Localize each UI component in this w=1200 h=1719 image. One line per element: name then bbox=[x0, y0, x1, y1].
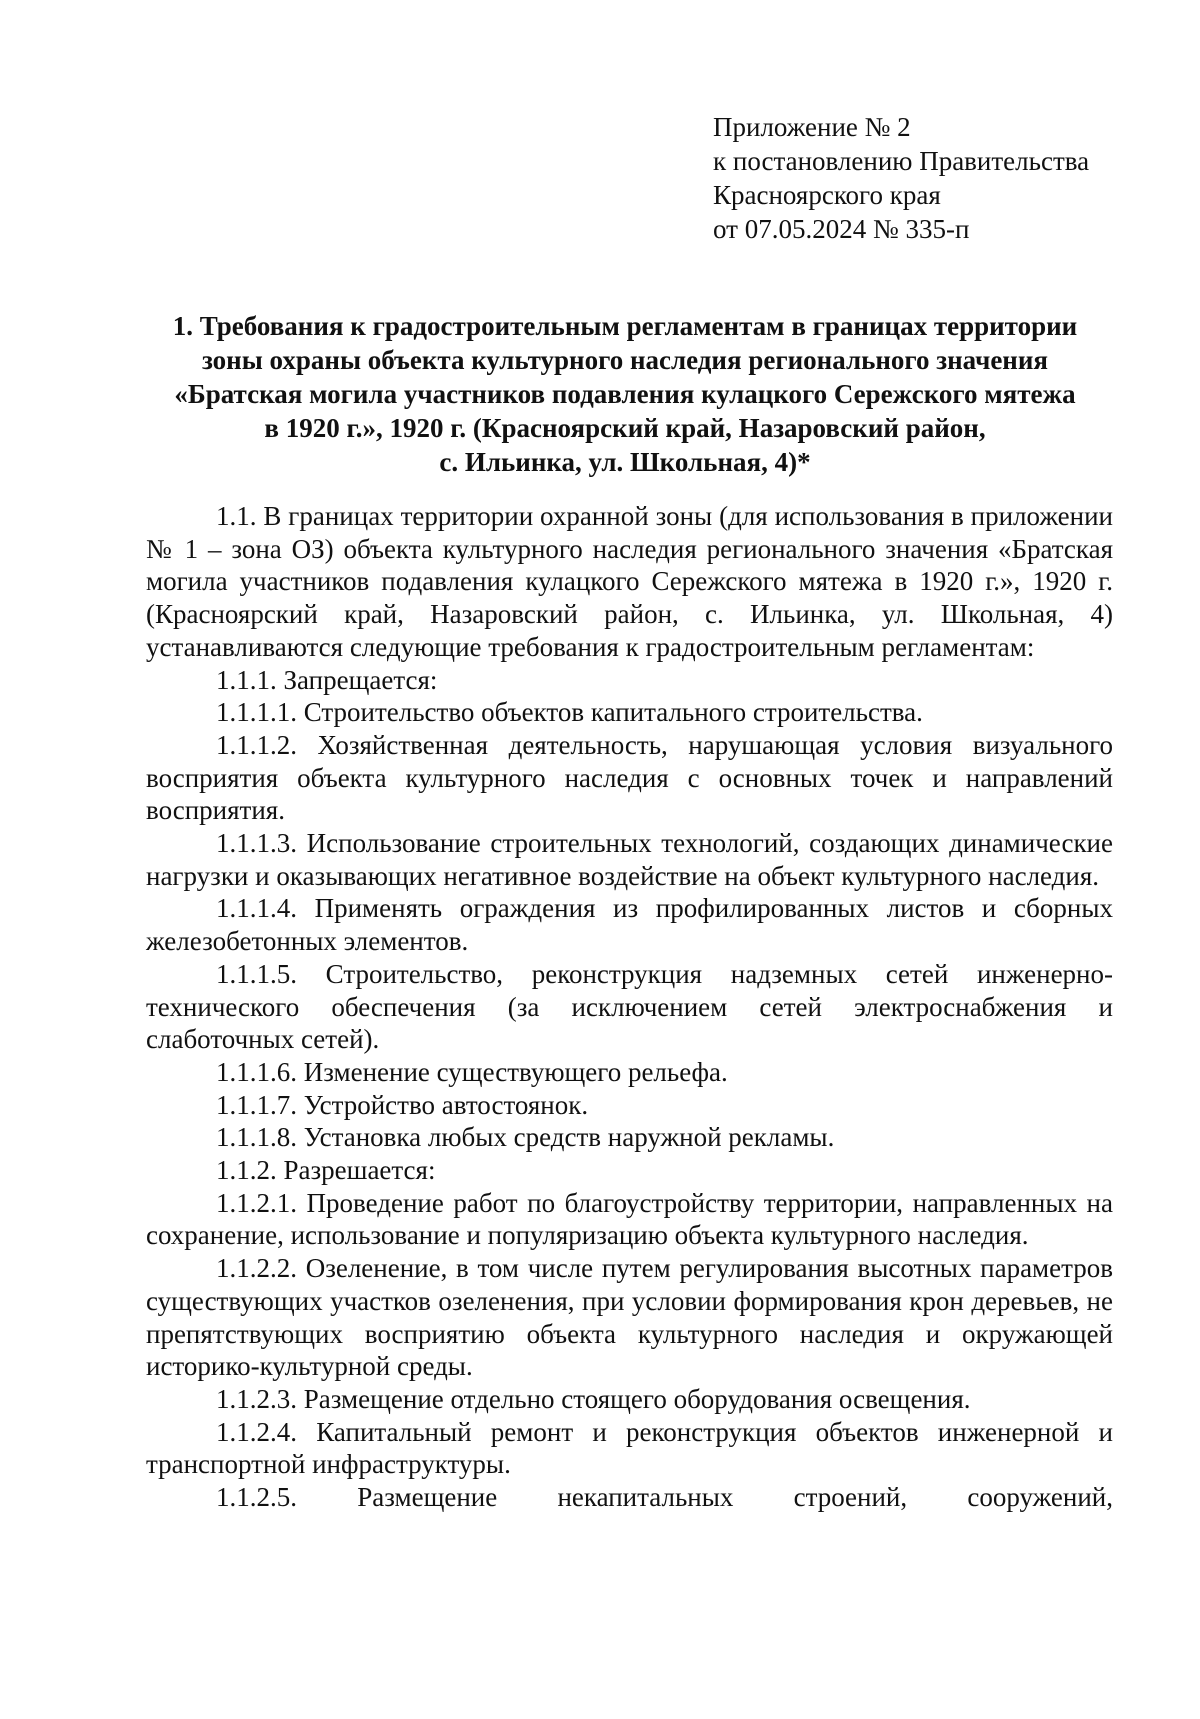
paragraph-1-1-1-2: 1.1.1.2. Хозяйственная деятельность, нарушающая условия визуального восприятия объекта культурного наследия с основных точек и направлений восприятия. bbox=[146, 729, 1113, 826]
paragraph-1-1-2-2: 1.1.2.2. Озеленение, в том числе путем регулирования высотных параметров существующих участков озеленения, при условии формирования крон деревьев, не препятствующих восприятию объекта культурного наследия и окружающей историко-культурной среды. bbox=[146, 1253, 1113, 1382]
paragraph-1-1-1-3: 1.1.1.3. Использование строительных технологий, создающих динамические нагрузки и оказывающих негативное воздействие на объект культурного наследия. bbox=[146, 828, 1113, 891]
paragraph-1-1: 1.1. В границах территории охранной зоны (для использования в приложении № 1 – зона ОЗ) объекта культурного наследия регионального значения «Братская могила участников подавления кулацкого Сережского мятежа в 1920 г.», 1920 г. (Красноярский край, Назаровский район, с. Ильинка, ул. Школьная, 4) устанавливаются следующие требования к градостроительным регламентам: bbox=[146, 501, 1113, 662]
appendix-line-3: Красноярского края bbox=[713, 180, 941, 210]
paragraph-1-1-2-5: 1.1.2.5. Размещение некапитальных строений, сооружений, bbox=[216, 1482, 1113, 1513]
paragraph-1-1-1-7: 1.1.1.7. Устройство автостоянок. bbox=[216, 1089, 589, 1120]
paragraph-1-1-2: 1.1.2. Разрешается: bbox=[216, 1155, 436, 1186]
paragraph-1-1-1: 1.1.1. Запрещается: bbox=[216, 664, 438, 695]
paragraph-1-1-2-4: 1.1.2.4. Капитальный ремонт и реконструкция объектов инженерной и транспортной инфраструктуры. bbox=[146, 1416, 1113, 1480]
paragraph-1-1-2-3: 1.1.2.3. Размещение отдельно стоящего оборудования освещения. bbox=[216, 1383, 971, 1414]
title-line-5: с. Ильинка, ул. Школьная, 4)* bbox=[439, 447, 811, 477]
paragraph-1-1-1-5: 1.1.1.5. Строительство, реконструкция надземных сетей инженерно-технического обеспечения (за исключением сетей электроснабжения и слаботочных сетей). bbox=[146, 958, 1113, 1055]
appendix-line-1: Приложение № 2 bbox=[713, 112, 911, 142]
title-line-1: 1. Требования к градостроительным регламентам в границах территории bbox=[172, 311, 1078, 341]
section-title bbox=[130, 309, 1120, 479]
appendix-line-4: от 07.05.2024 № 335-п bbox=[713, 214, 970, 244]
appendix-line-2: к постановлению Правительства bbox=[713, 146, 1090, 176]
paragraph-1-1-1-4: 1.1.1.4. Применять ограждения из профилированных листов и сборных железобетонных элементов. bbox=[146, 893, 1113, 957]
paragraph-1-1-2-1: 1.1.2.1. Проведение работ по благоустройству территории, направленных на сохранение, использование и популяризацию объекта культурного наследия. bbox=[146, 1187, 1113, 1251]
title-line-3: «Братская могила участников подавления кулацкого Сережского мятежа bbox=[174, 379, 1076, 409]
title-line-2: зоны охраны объекта культурного наследия регионального значения bbox=[201, 345, 1049, 375]
title-line-4: в 1920 г.», 1920 г. (Красноярский край, Назаровский район, bbox=[264, 413, 986, 443]
paragraph-1-1-1-6: 1.1.1.6. Изменение существующего рельефа. bbox=[216, 1056, 728, 1087]
appendix-header bbox=[713, 110, 1089, 246]
document-body bbox=[146, 500, 1113, 1514]
paragraph-1-1-1-8: 1.1.1.8. Установка любых средств наружной рекламы. bbox=[216, 1122, 835, 1153]
paragraph-1-1-1-1: 1.1.1.1. Строительство объектов капитального строительства. bbox=[216, 697, 923, 728]
